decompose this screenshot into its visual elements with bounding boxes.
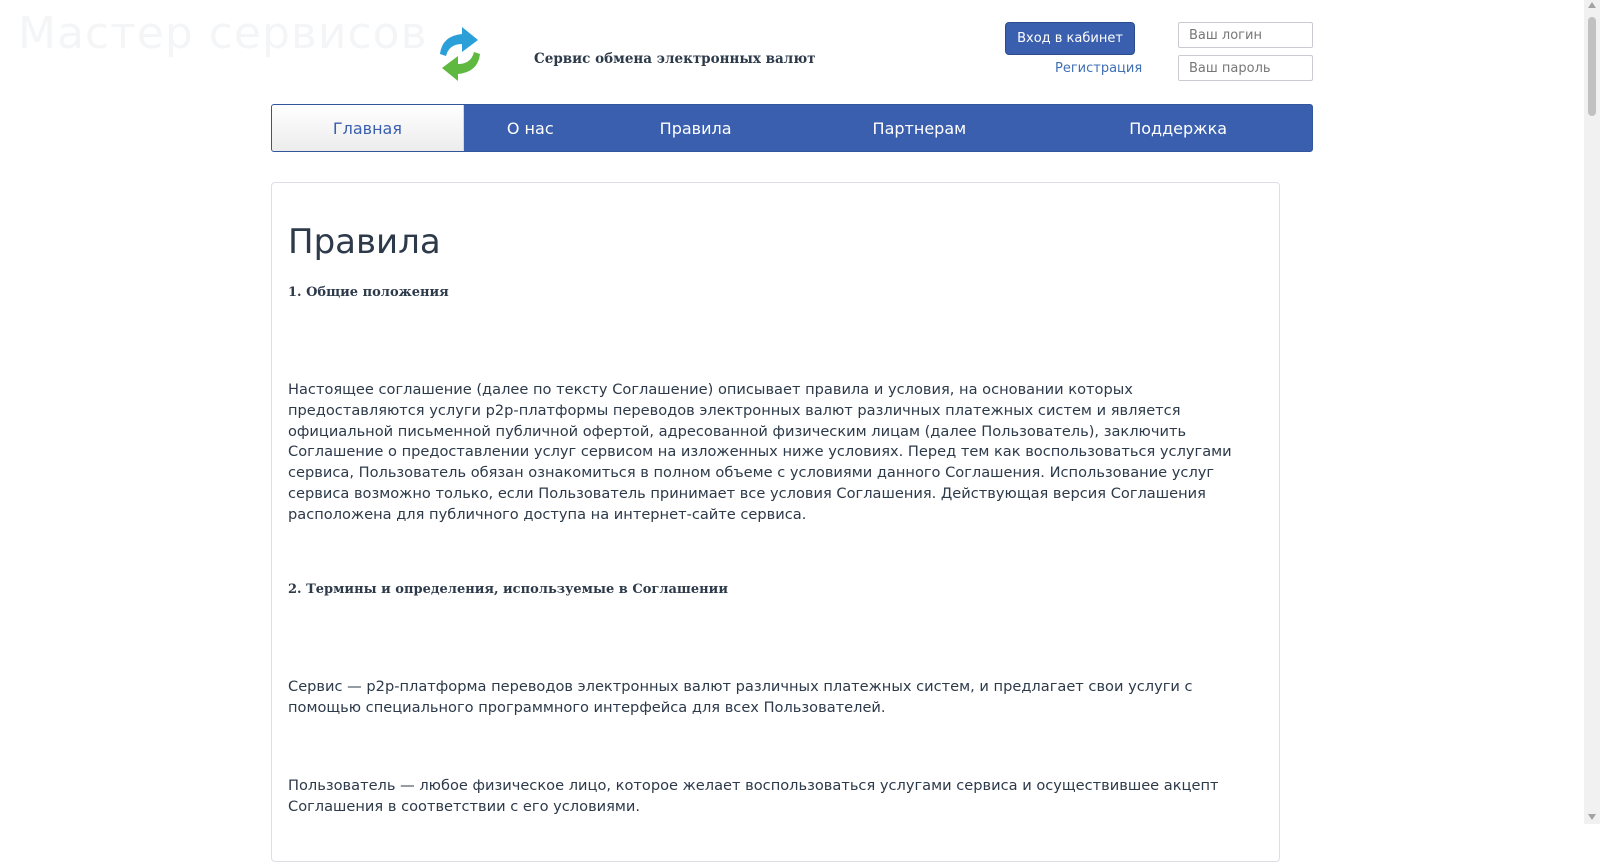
nav-item-about[interactable]: О нас [506, 118, 554, 138]
brand-watermark: Мастер сервисов [18, 8, 428, 59]
login-button[interactable]: Вход в кабинет [1005, 22, 1135, 55]
exchange-logo-icon[interactable] [430, 24, 490, 84]
nav-item-home[interactable]: Главная [272, 105, 464, 151]
section-heading-terms: 2. Термины и определения, используемые в Соглашении [288, 582, 728, 597]
scroll-thumb[interactable] [1588, 17, 1596, 116]
scroll-down-arrow-icon[interactable] [1588, 814, 1596, 820]
section-general-text: Настоящее соглашение (далее по тексту Соглашение) описывает правила и условия, на основании которых предоставляются услуги p2p-платформы переводов электронных валют различных платежных систем и является официальной письменной публичной офертой, адресованной физическим лицам (далее Пользователь), заключить Соглашение о предоставлении услуг сервисом на изложенных ниже условиях. Перед тем как воспользоваться услугами сервиса, Пользователь обязан ознакомиться в полном объеме с условиями данного Соглашения. Использование услуг сервиса возможно только, если Пользователь принимает все условия Соглашения. Действующая версия Соглашения расположена для публичного доступа на интернет-сайте сервиса. [288, 381, 1232, 523]
password-input[interactable] [1178, 55, 1313, 81]
term-user-definition: Пользователь — любое физическое лицо, которое желает воспользоваться услугами сервиса и осуществившее акцепт Соглашения в соответствии с его условиями. [288, 777, 1219, 815]
page-scrollbar[interactable] [1584, 0, 1600, 824]
section-heading-general: 1. Общие положения [288, 285, 449, 300]
main-nav [271, 104, 1313, 152]
nav-item-partners[interactable]: Партнерам [872, 118, 967, 138]
register-link[interactable]: Регистрация [1055, 61, 1143, 76]
scroll-up-arrow-icon[interactable] [1588, 2, 1596, 8]
page-title: Правила [288, 222, 441, 262]
login-input[interactable] [1178, 22, 1313, 48]
site-tagline: Сервис обмена электронных валют [534, 51, 816, 67]
term-service-definition: Сервис — p2p-платформа переводов электронных валют различных платежных систем, и предлагает свои услуги с помощью специального программного интерфейса для всех Пользователей. [288, 678, 1193, 716]
nav-item-rules[interactable]: Правила [659, 118, 732, 138]
nav-item-support[interactable]: Поддержка [1129, 118, 1228, 138]
